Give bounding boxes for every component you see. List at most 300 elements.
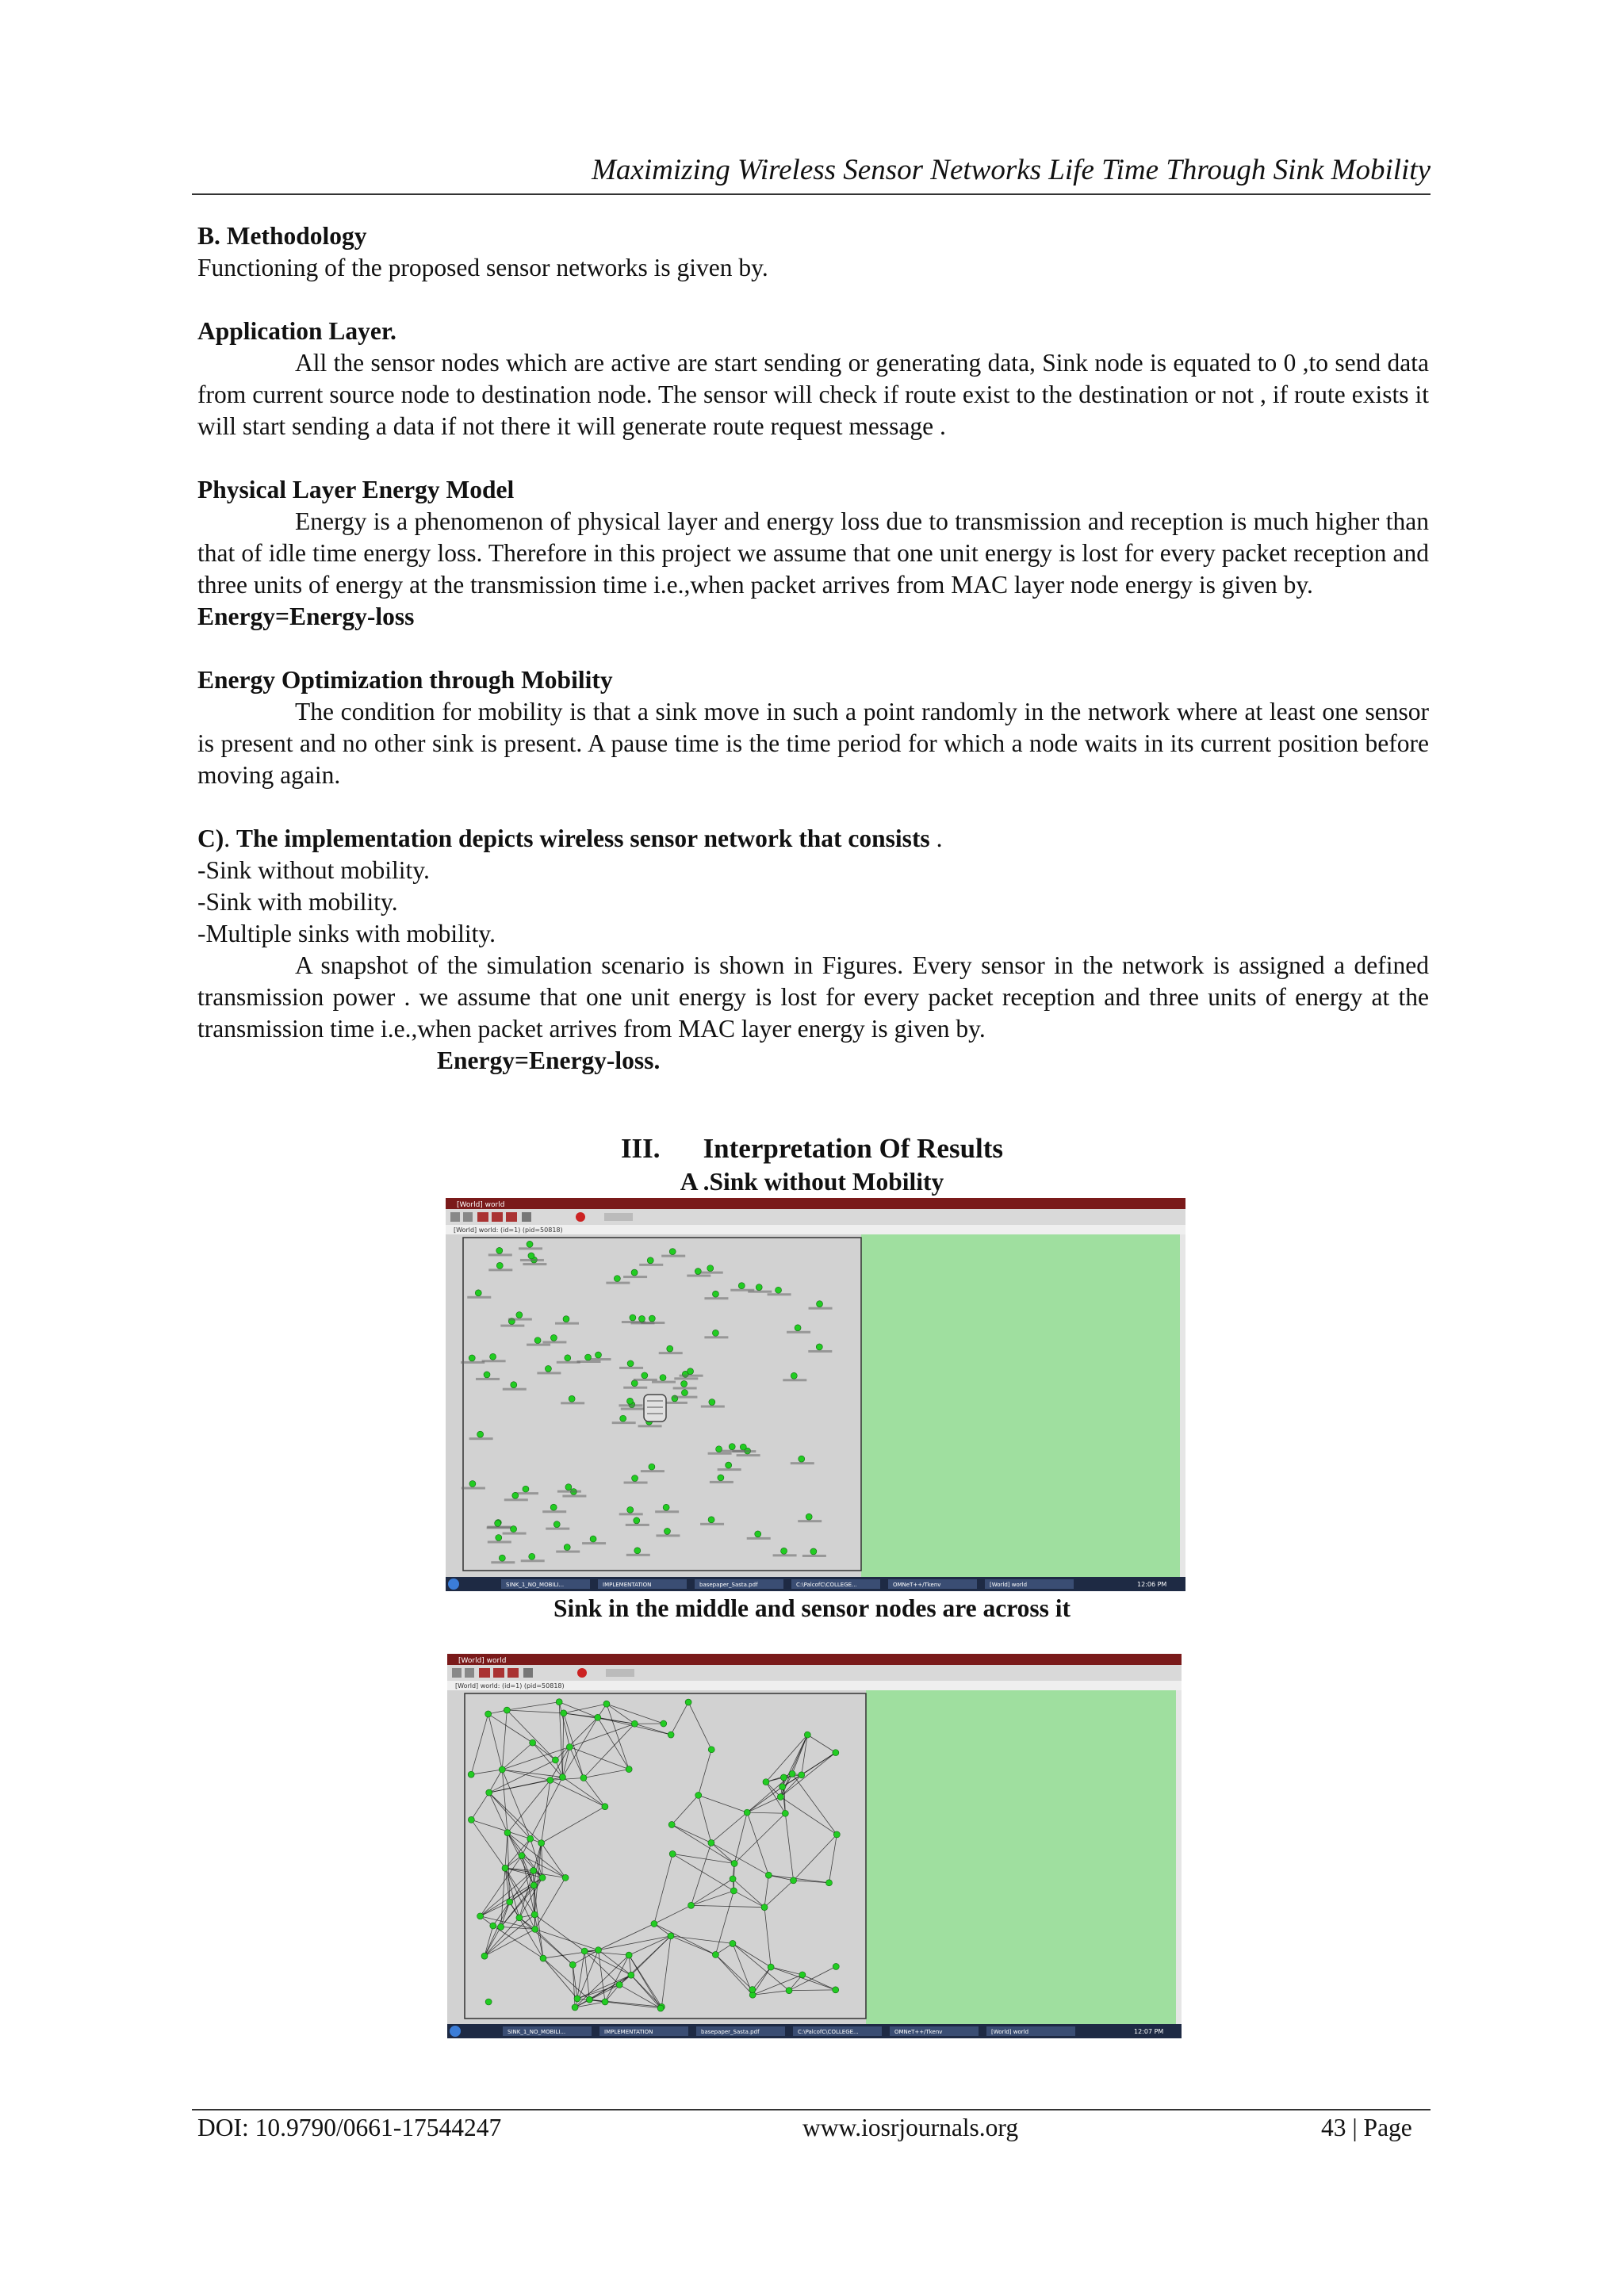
sensor-node — [825, 1880, 832, 1886]
sensor-node — [631, 1380, 638, 1387]
sensor-label-mark — [619, 1404, 642, 1406]
footer-page: 43 | Page — [1321, 2114, 1412, 2141]
implementation-heading-text: The implementation depicts wireless sensor network that consists — [236, 825, 930, 852]
sensor-label-mark — [582, 1542, 606, 1544]
sensor-node — [561, 1710, 567, 1716]
sensor-label-mark — [721, 1450, 745, 1452]
sensor-node — [804, 1732, 810, 1738]
sensor-node — [816, 1344, 822, 1350]
sensor-node — [528, 1253, 534, 1259]
sensor-node — [529, 1553, 535, 1559]
sensor-label-mark — [606, 1282, 630, 1284]
sensor-node — [749, 1987, 756, 1993]
sensor-label-mark — [521, 1559, 545, 1562]
sensor-label-mark — [673, 1396, 697, 1399]
sensor-node — [564, 1544, 570, 1551]
sensor-node — [791, 1877, 797, 1884]
sensor-label-mark — [487, 1526, 511, 1529]
sensor-node — [779, 1784, 786, 1790]
sensor-node — [565, 1355, 571, 1361]
sensor-node — [490, 1353, 496, 1360]
sensor-node — [602, 1804, 608, 1810]
sensor-label-mark — [718, 1468, 741, 1471]
implementation-separator: . — [224, 825, 231, 852]
sensor-label-mark — [523, 1263, 546, 1265]
sensor-node — [534, 1337, 541, 1344]
sensor-label-mark — [476, 1378, 500, 1380]
sensor-label-mark — [808, 1350, 832, 1353]
green-panel — [866, 1690, 1176, 2024]
sensor-node — [708, 1517, 714, 1523]
simulation-screenshot — [446, 1198, 1185, 1591]
sensor-label-mark — [503, 1388, 527, 1391]
sensor-node — [511, 1526, 517, 1533]
energy-equation: Energy=Energy-loss — [197, 603, 415, 630]
section-number: III. — [620, 1133, 661, 1164]
sensor-node — [626, 1952, 632, 1958]
window-title: [World] world — [457, 1201, 505, 1209]
sensor-node — [634, 1517, 640, 1524]
sensor-node — [596, 1947, 602, 1954]
implementation-item: -Sink without mobility. — [197, 856, 430, 884]
sensor-label-mark — [488, 1253, 512, 1256]
taskbar-item-label: C:\PalcofC\COLLEGE... — [796, 1582, 857, 1588]
sensor-node — [569, 1961, 576, 1968]
methodology-heading: B. Methodology — [197, 222, 367, 250]
sensor-label-mark — [542, 1510, 566, 1513]
sensor-node — [627, 1506, 634, 1513]
sensor-node — [499, 1766, 505, 1773]
sensor-node — [484, 1372, 490, 1378]
sensor-node — [512, 1492, 519, 1498]
figure-caption: Sink in the middle and sensor nodes are across it — [553, 1594, 1071, 1622]
sensor-label-mark — [621, 1408, 645, 1410]
sensor-node — [685, 1699, 691, 1705]
taskbar-clock: 12:06 PM — [1137, 1581, 1167, 1588]
sensor-node — [777, 1793, 783, 1800]
sensor-node — [729, 1444, 735, 1450]
sensor-node — [559, 1774, 565, 1781]
sensor-node — [642, 1372, 648, 1379]
sensor-node — [730, 1876, 736, 1882]
sensor-node — [738, 1283, 745, 1289]
sensor-node — [712, 1330, 718, 1336]
sensor-node — [516, 1312, 523, 1318]
sensor-label-mark — [623, 1276, 647, 1278]
taskbar-item-label: OMNeT++/Tkenv — [894, 2029, 943, 2035]
sensor-label-mark — [508, 1318, 532, 1321]
sensor-node — [485, 1999, 492, 2005]
sensor-node — [628, 1972, 634, 1978]
sensor-node — [530, 1867, 537, 1873]
figure-sink-without-mobility — [446, 1198, 1185, 1591]
sensor-label-mark — [619, 1513, 643, 1515]
sensor-node — [669, 1249, 676, 1255]
sensor-node — [581, 1948, 588, 1954]
sensor-node — [833, 1750, 839, 1756]
sensor-node — [833, 1831, 840, 1838]
sensor-node — [485, 1711, 492, 1717]
energy-optimization-heading: Energy Optimization through Mobility — [197, 666, 613, 694]
sensor-node — [496, 1262, 503, 1269]
implementation-item: -Multiple sinks with mobility. — [197, 920, 496, 947]
footer-doi: DOI: 10.9790/0661-17544247 — [197, 2114, 502, 2141]
status-text: [World] world: (id=1) (pid=50818) — [454, 1226, 563, 1234]
sensor-node — [799, 1772, 805, 1778]
sensor-node — [602, 1999, 608, 2005]
sensor-node — [572, 2004, 578, 2011]
taskbar-item-label: OMNeT++/Tkenv — [893, 1582, 941, 1588]
implementation-text: A snapshot of the simulation scenario is shown in Figures. Every sensor in the network is assigned a defined transmission power . we assume that one unit energy is lost for every packet reception and three units of energy at the transmission time i.e.,when packet arrives from MAC layer energy is given by. — [197, 951, 1429, 1043]
sensor-node — [667, 1345, 673, 1352]
sensor-node — [511, 1382, 517, 1388]
sensor-label-mark — [641, 1470, 665, 1472]
sensor-node — [781, 1548, 787, 1554]
title-bar — [446, 1198, 1185, 1209]
sensor-node — [730, 1940, 736, 1946]
sensor-node — [668, 1732, 674, 1738]
sensor-label-mark — [710, 1481, 733, 1483]
sensor-node — [527, 1241, 533, 1247]
physical-layer-heading: Physical Layer Energy Model — [197, 476, 515, 503]
sensor-node — [780, 1774, 787, 1781]
methodology-intro: Functioning of the proposed sensor networks is given by. — [197, 254, 768, 281]
sensor-node — [481, 1953, 488, 1959]
sensor-label-mark — [802, 1555, 826, 1557]
sensor-node — [486, 1789, 492, 1796]
sensor-node — [616, 1981, 622, 1988]
sensor-node — [806, 1513, 812, 1520]
sensor-label-mark — [612, 1422, 636, 1424]
sensor-node — [498, 1923, 504, 1930]
sensor-label-mark — [747, 1537, 771, 1540]
sensor-node — [817, 1301, 823, 1307]
sensor-node — [523, 1486, 529, 1492]
scrollbar[interactable] — [1176, 1690, 1182, 2024]
sensor-label-mark — [638, 1425, 662, 1427]
sensor-node — [469, 1481, 476, 1487]
sensor-node — [539, 1874, 546, 1881]
sensor-node — [799, 1972, 806, 1978]
sensor-node — [630, 1314, 636, 1321]
sensor-label-mark — [700, 1523, 724, 1525]
sensor-node — [789, 1770, 795, 1777]
physical-layer-text: Energy is a phenomenon of physical layer and energy loss due to transmission and reception is much higher than that of idle time energy loss. Therefore in this project we assume that one unit energy is lost for every packet reception and three units of energy at the transmission time i.e.,when packet arrives from MAC layer node energy is given by. — [197, 507, 1429, 599]
sensor-node — [833, 1963, 839, 1969]
sensor-node — [580, 1774, 587, 1781]
sensor-node — [585, 1354, 592, 1360]
sensor-node — [765, 1872, 772, 1878]
sensor-node — [688, 1902, 695, 1908]
sensor-node — [550, 1334, 557, 1341]
sensor-label-mark — [557, 1490, 581, 1493]
sensor-label-mark — [630, 1322, 654, 1324]
sensor-node — [468, 1771, 474, 1777]
taskbar-item-label: IMPLEMENTATION — [603, 1582, 652, 1588]
sensor-node — [626, 1766, 632, 1773]
sensor-label-mark — [467, 1296, 491, 1299]
sensor-node — [632, 1475, 638, 1482]
sensor-label-mark — [634, 1379, 657, 1381]
sensor-node — [833, 1987, 839, 1993]
header-rule — [192, 193, 1431, 195]
sensor-node — [574, 1996, 580, 2002]
energy-optimization-text: The condition for mobility is that a sink move in such a point randomly in the network where at least one sensor is present and no other sink is present. A pause time is the time period for which a node waits in its current position before moving again. — [197, 698, 1429, 789]
sensor-node — [669, 1850, 676, 1857]
sensor-label-mark — [619, 1367, 643, 1369]
sensor-label-mark — [664, 1402, 688, 1404]
section-title — [0, 1131, 1624, 1166]
sensor-node — [799, 1456, 805, 1462]
simulation-screenshot-links — [447, 1654, 1182, 2038]
footer-rule — [192, 2109, 1431, 2110]
sensor-node — [712, 1951, 718, 1957]
sensor-node — [569, 1395, 575, 1402]
sensor-label-mark — [520, 1259, 544, 1261]
sensor-label-mark — [687, 1275, 710, 1277]
footer-website: www.iosrjournals.org — [802, 2114, 1019, 2141]
taskbar-item-label: SINK_1_NO_MOBILI... — [508, 2029, 566, 2035]
sensor-node — [707, 1265, 714, 1272]
application-layer-text: All the sensor nodes which are active are start sending or generating data, Sink node is equated to 0 ,to send data from current source node to destination node. The sensor will check if route exist to the destination or not , if route exists it will start sending a data if not there it will generate route request message . — [197, 349, 1429, 440]
sensor-label-mark — [809, 1307, 833, 1310]
sensor-node — [791, 1372, 797, 1379]
sensor-label-mark — [491, 1561, 515, 1563]
sensor-node — [668, 1933, 674, 1939]
sensor-label-mark — [674, 1377, 698, 1380]
sensor-node — [468, 1816, 474, 1823]
sensor-label-mark — [768, 1293, 791, 1295]
sensor-label-mark — [562, 1495, 586, 1498]
sensor-node — [695, 1269, 701, 1275]
sensor-node — [547, 1777, 553, 1783]
sensor-label-mark — [556, 1551, 580, 1553]
section-title-text: Interpretation Of Results — [703, 1133, 1004, 1164]
sensor-label-mark — [626, 1554, 650, 1556]
sensor-node — [726, 1462, 732, 1468]
sensor-label-mark — [537, 1372, 561, 1374]
sensor-label-mark — [503, 1533, 527, 1535]
sensor-node — [553, 1521, 560, 1528]
sensor-node — [718, 1475, 724, 1481]
sensor-label-mark — [773, 1554, 797, 1556]
sensor-node — [565, 1484, 572, 1490]
body-text — [197, 220, 1429, 1077]
start-button[interactable] — [450, 2026, 461, 2037]
sensor-node — [786, 1988, 792, 1994]
sensor-node — [763, 1779, 769, 1785]
sensor-node — [519, 1853, 525, 1859]
taskbar-item-label: [World] world — [991, 2029, 1029, 2035]
sensor-label-mark — [652, 1381, 676, 1383]
sensor-node — [740, 1444, 746, 1450]
sensor-node — [649, 1464, 655, 1470]
sensor-node — [556, 1699, 562, 1705]
sensor-node — [768, 1964, 774, 1970]
sensor-node — [477, 1913, 484, 1919]
sensor-node — [688, 1368, 694, 1375]
sensor-node — [531, 1911, 538, 1918]
sensor-label-mark — [488, 1540, 511, 1543]
sensor-node — [590, 1536, 596, 1542]
title-bar — [447, 1654, 1182, 1665]
implementation-heading — [197, 823, 1429, 855]
sensor-node — [566, 1743, 573, 1750]
sensor-label-mark — [504, 1498, 528, 1501]
sensor-label-mark — [527, 1344, 550, 1346]
sensor-node — [620, 1415, 626, 1422]
sensor-node — [649, 1315, 655, 1322]
sensor-node — [614, 1276, 620, 1282]
taskbar-item-label: basepaper_Sasta.pdf — [701, 2029, 760, 2035]
sensor-node — [562, 1874, 569, 1881]
sensor-node — [708, 1839, 714, 1846]
sensor-label-mark — [748, 1291, 772, 1293]
sensor-label-mark — [701, 1406, 725, 1408]
sensor-label-mark — [708, 1452, 732, 1455]
sensor-node — [776, 1287, 782, 1293]
figure-sink-routing-links — [447, 1654, 1182, 2038]
sensor-node — [499, 1555, 505, 1561]
implementation-label: C) — [197, 825, 224, 852]
start-button[interactable] — [448, 1578, 459, 1590]
sensor-node — [504, 1830, 511, 1836]
sensor-node — [638, 1315, 645, 1322]
sensor-label-mark — [704, 1297, 728, 1299]
sensor-node — [532, 1926, 538, 1932]
green-panel — [861, 1234, 1180, 1577]
sensor-label-mark — [787, 1331, 810, 1334]
sensor-label-mark — [623, 1387, 647, 1389]
sensor-label-mark — [798, 1520, 822, 1522]
sensor-node — [496, 1534, 502, 1540]
sensor-node — [647, 1257, 653, 1264]
sensor-label-mark — [673, 1387, 697, 1389]
sensor-label-mark — [680, 1375, 703, 1377]
sensor-node — [709, 1399, 715, 1406]
sensor-label-mark — [557, 1361, 580, 1364]
sensor-node — [664, 1528, 670, 1534]
application-layer-heading: Application Layer. — [197, 317, 396, 345]
sensor-label-mark — [639, 1264, 663, 1266]
sensor-node — [563, 1316, 569, 1322]
taskbar-item-label: IMPLEMENTATION — [604, 2029, 653, 2035]
status-text: [World] world: (id=1) (pid=50818) — [455, 1682, 565, 1689]
sensor-label-mark — [555, 1322, 579, 1325]
sensor-node — [657, 2005, 664, 2011]
running-header: Maximizing Wireless Sensor Networks Life Time Through Sink Mobility — [592, 154, 1431, 186]
taskbar-item-label: C:\PalcofC\COLLEGE... — [798, 2029, 859, 2035]
sensor-node — [744, 1809, 750, 1816]
implementation-equation: Energy=Energy-loss. — [437, 1047, 661, 1074]
sensor-node — [545, 1365, 551, 1372]
sink-node — [644, 1395, 666, 1422]
sensor-node — [631, 1269, 638, 1276]
sensor-label-mark — [624, 1482, 648, 1484]
sensor-node — [631, 1720, 638, 1727]
sensor-node — [627, 1360, 634, 1367]
sensor-node — [477, 1431, 484, 1437]
implementation-heading-tail: . — [929, 825, 943, 852]
sensor-node — [530, 1882, 537, 1888]
sensor-node — [626, 1398, 633, 1404]
sensor-node — [527, 1835, 534, 1842]
sensor-node — [504, 1707, 510, 1713]
sensor-node — [756, 1284, 762, 1291]
sensor-node — [782, 1810, 788, 1816]
sensor-label-mark — [791, 1462, 814, 1464]
sensor-label-mark — [704, 1336, 728, 1338]
sensor-label-mark — [461, 1361, 485, 1364]
sensor-node — [795, 1325, 801, 1331]
sensor-node — [603, 1701, 610, 1707]
sensor-node — [668, 1821, 675, 1827]
sensor-node — [495, 1520, 501, 1526]
window-title: [World] world — [458, 1657, 507, 1665]
sensor-label-mark — [542, 1341, 566, 1343]
sensor-node — [540, 1955, 546, 1961]
sensor-label-mark — [561, 1402, 584, 1404]
sensor-node — [538, 1840, 545, 1846]
sensor-node — [586, 1996, 592, 2003]
sensor-node — [595, 1352, 601, 1358]
sensor-node — [469, 1355, 475, 1361]
sensor-node — [496, 1247, 503, 1253]
sensor-node — [731, 1860, 737, 1866]
sensor-node — [490, 1923, 496, 1929]
sensor-label-mark — [655, 1510, 679, 1513]
sensor-node — [516, 1915, 523, 1921]
sensor-node — [695, 1792, 702, 1798]
sensor-label-mark — [519, 1247, 542, 1249]
subsection-title: A .Sink without Mobility — [680, 1168, 944, 1196]
sensor-node — [681, 1390, 688, 1396]
sensor-node — [810, 1548, 817, 1555]
sensor-node — [708, 1747, 714, 1753]
sensor-node — [681, 1380, 688, 1387]
sensor-node — [530, 1739, 536, 1746]
toolbar — [446, 1209, 1185, 1225]
taskbar-clock: 12:07 PM — [1134, 2028, 1164, 2035]
sensor-node — [660, 1375, 666, 1381]
sensor-node — [651, 1921, 657, 1927]
sensor-label-mark — [546, 1528, 569, 1530]
scrollbar[interactable] — [1180, 1234, 1185, 1577]
sensor-label-mark — [659, 1352, 683, 1354]
sensor-node — [475, 1290, 481, 1296]
sensor-label-mark — [737, 1454, 760, 1456]
sensor-node — [761, 1904, 768, 1911]
sensor-label-mark — [577, 1360, 601, 1363]
sensor-label-mark — [661, 1255, 685, 1257]
sensor-node — [730, 1888, 737, 1894]
sensor-label-mark — [488, 1269, 512, 1271]
sensor-node — [755, 1531, 761, 1537]
taskbar-item-label: SINK_1_NO_MOBILI... — [506, 1582, 565, 1588]
sensor-node — [634, 1548, 641, 1554]
sensor-node — [502, 1865, 508, 1871]
sensor-label-mark — [783, 1379, 806, 1381]
implementation-item: -Sink with mobility. — [197, 888, 398, 916]
sensor-node — [595, 1714, 601, 1720]
sensor-node — [661, 1720, 667, 1727]
sensor-node — [550, 1504, 557, 1510]
sensor-label-mark — [500, 1325, 524, 1327]
sensor-label-mark — [462, 1487, 485, 1490]
sensor-node — [552, 1757, 558, 1763]
sensor-node — [507, 1899, 513, 1905]
toolbar — [447, 1665, 1182, 1681]
